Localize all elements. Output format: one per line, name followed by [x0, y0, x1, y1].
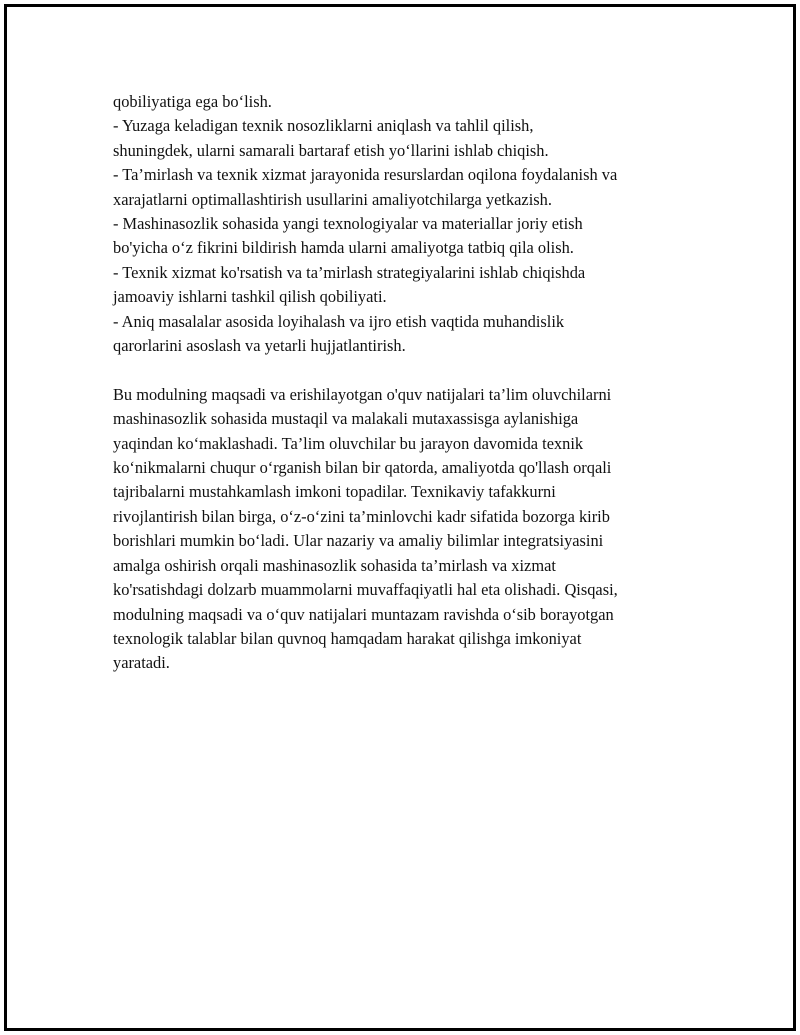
outcomes-list: [113, 90, 693, 358]
text-line: shuningdek, ularni samarali bartaraf etish yo‘llarini ishlab chiqish.: [113, 140, 549, 160]
text-line: modulning maqsadi va o‘quv natijalari muntazam ravishda o‘sib borayotgan: [113, 604, 614, 624]
summary-paragraph: [113, 383, 693, 676]
text-line: borishlari mumkin bo‘ladi. Ular nazariy va amaliy bilimlar integratsiyasini: [113, 531, 604, 551]
text-line: bo'yicha o‘z fikrini bildirish hamda ularni amaliyotga tatbiq qila olish.: [113, 238, 574, 258]
text-line: yaqindan ko‘maklashadi. Ta’lim oluvchilar bu jarayon davomida texnik: [113, 433, 584, 453]
text-line: mashinasozlik sohasida mustaqil va malakali mutaxassisga aylanishiga: [113, 409, 579, 429]
text-line: Bu modulning maqsadi va erishilayotgan o'quv natijalari ta’lim oluvchilarni: [113, 384, 612, 404]
text-line: rivojlantirish bilan birga, o‘z-o‘zini ta’minlovchi kadr sifatida bozorga kirib: [113, 506, 610, 526]
text-line: xarajatlarni optimallashtirish usullarini amaliyotchilarga yetkazish.: [113, 189, 552, 209]
text-line: - Aniq masalalar asosida loyihalash va ijro etish vaqtida muhandislik: [113, 311, 565, 331]
text-line: - Yuzaga keladigan texnik nosozliklarni aniqlash va tahlil qilish,: [113, 116, 534, 136]
text-line: texnologik talablar bilan quvnoq hamqadam harakat qilishga imkoniyat: [113, 628, 582, 648]
document-body: [113, 90, 693, 676]
paragraph-gap: [113, 358, 693, 382]
text-line: ko‘nikmalarni chuqur o‘rganish bilan bir qatorda, amaliyotda qo'llash orqali: [113, 458, 612, 478]
text-line: yaratadi.: [113, 653, 170, 673]
text-line: qobiliyatiga ega bo‘lish.: [113, 92, 272, 111]
text-line: - Mashinasozlik sohasida yangi texnologiyalar va materiallar joriy etish: [113, 214, 583, 234]
text-line: - Texnik xizmat ko'rsatish va ta’mirlash strategiyalarini ishlab chiqishda: [113, 262, 586, 282]
text-line: - Ta’mirlash va texnik xizmat jarayonida resurslardan oqilona foydalanish va: [113, 165, 618, 185]
text-line: tajribalarni mustahkamlash imkoni topadilar. Texnikaviy tafakkurni: [113, 482, 556, 502]
text-line: jamoaviy ishlarni tashkil qilish qobiliyati.: [113, 287, 387, 307]
text-line: amalga oshirish orqali mashinasozlik sohasida ta’mirlash va xizmat: [113, 555, 556, 575]
text-line: qarorlarini asoslash va yetarli hujjatlantirish.: [113, 336, 406, 356]
text-line: ko'rsatishdagi dolzarb muammolarni muvaffaqiyatli hal eta olishadi. Qisqasi,: [113, 580, 618, 600]
